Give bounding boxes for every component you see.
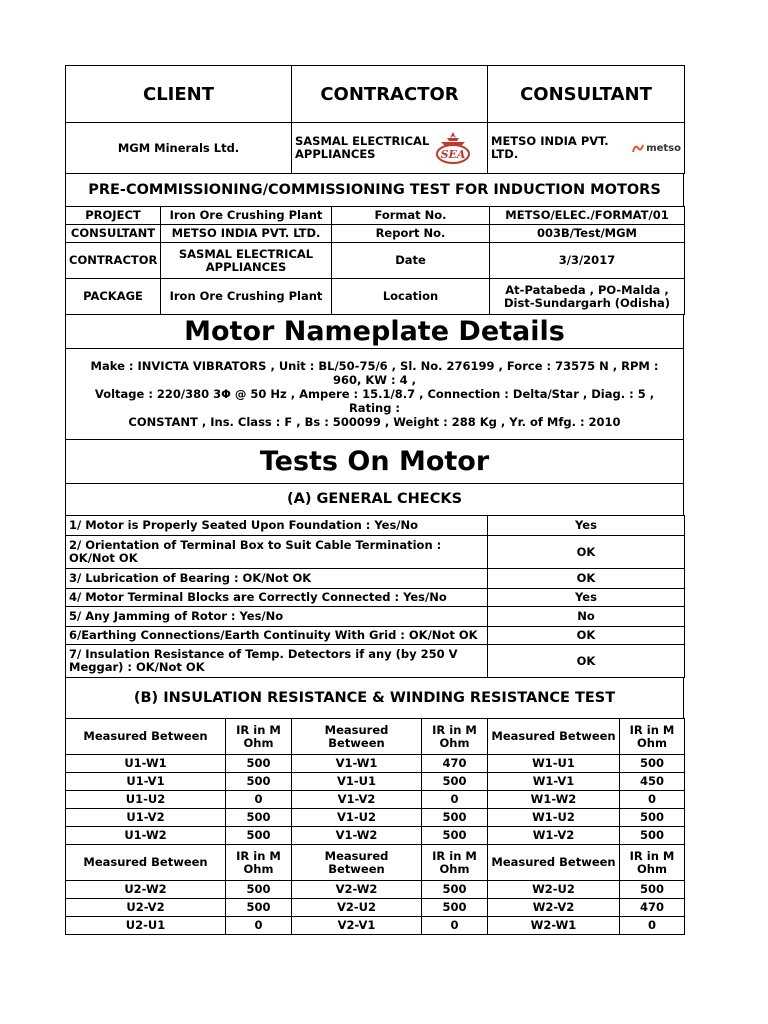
ir-terminal-pair: W1-U2 [488,809,620,827]
ir-terminal-pair: U1-U2 [66,791,226,809]
metso-mark-icon [632,143,644,153]
nameplate-line2: Voltage : 220/380 3Φ @ 50 Hz , Ampere : 15.1/8.7 , Connection : Delta/Star , Diag. : 5 , Rating : [94,387,655,415]
ir-col-ir-value: IR in M Ohm [226,719,292,755]
ir-terminal-pair: W1-U1 [488,755,620,773]
date-label: Date [332,243,490,279]
ir-value: 470 [620,899,685,917]
ir-col-measured-between: Measured Between [66,845,226,881]
check-row [66,536,685,569]
consultant-label: CONSULTANT [488,66,685,123]
nameplate-table [65,314,684,516]
check-row [66,645,685,678]
general-checks-table [65,515,685,678]
ir-header-row [66,845,685,881]
general-checks-heading: (A) GENERAL CHECKS [66,484,684,516]
ir-value: 500 [226,809,292,827]
ir-value: 450 [620,773,685,791]
ir-value: 500 [226,755,292,773]
metso-logo-text: metso [646,142,681,154]
project-label: PROJECT [66,207,161,225]
ir-data-row [66,917,685,935]
contractor-row-label: CONTRACTOR [66,243,161,279]
date-value: 3/3/2017 [490,243,685,279]
check-row [66,569,685,589]
ir-value: 500 [620,881,685,899]
info-table [65,206,685,315]
ir-test-table [65,718,685,935]
contractor-name-line2: APPLIANCES [295,147,376,161]
check-value: Yes [488,589,685,607]
ir-terminal-pair: W2-U2 [488,881,620,899]
report-label: Report No. [332,225,490,243]
check-label: 3/ Lubrication of Bearing : OK/Not OK [66,569,488,589]
check-value: OK [488,536,685,569]
ir-data-row [66,773,685,791]
ir-value: 0 [422,791,488,809]
ir-value: 500 [226,881,292,899]
location-value: At-Patabeda , PO-Malda , Dist-Sundargarh (Odisha) [490,279,685,315]
ir-value: 500 [226,899,292,917]
ir-heading-table [65,677,684,719]
ir-col-measured-between: Measured Between [66,719,226,755]
check-label: 7/ Insulation Resistance of Temp. Detectors if any (by 250 V Meggar) : OK/Not OK [66,645,488,678]
ir-value: 0 [422,917,488,935]
ir-terminal-pair: V1-W1 [292,755,422,773]
parties-table [65,65,685,174]
ir-terminal-pair: U1-V1 [66,773,226,791]
ir-terminal-pair: U1-W2 [66,827,226,845]
ir-data-row [66,791,685,809]
ir-terminal-pair: V1-U2 [292,809,422,827]
check-row [66,589,685,607]
ir-value: 500 [620,755,685,773]
nameplate-details [66,349,684,440]
ir-data-row [66,881,685,899]
ir-value: 0 [226,791,292,809]
ir-value: 0 [226,917,292,935]
test-report-sheet [65,65,684,935]
check-value: OK [488,627,685,645]
check-row [66,516,685,536]
package-value: Iron Ore Crushing Plant [161,279,332,315]
ir-col-ir-value: IR in M Ohm [422,719,488,755]
ir-col-measured-between: Measured Between [292,719,422,755]
report-title: PRE-COMMISSIONING/COMMISSIONING TEST FOR INDUCTION MOTORS [66,174,684,207]
check-value: OK [488,569,685,589]
ir-test-heading: (B) INSULATION RESISTANCE & WINDING RESISTANCE TEST [66,678,684,719]
package-label: PACKAGE [66,279,161,315]
nameplate-line1: Make : INVICTA VIBRATORS , Unit : BL/50-75/6 , Sl. No. 276199 , Force : 73575 N , RPM : 960, KW : 4 , [90,359,659,387]
ir-terminal-pair: W2-V2 [488,899,620,917]
title-table [65,173,684,207]
contractor-cell [292,123,488,174]
ir-value: 500 [226,827,292,845]
ir-data-row [66,755,685,773]
ir-value: 500 [620,809,685,827]
ir-terminal-pair: U2-V2 [66,899,226,917]
check-value: No [488,607,685,627]
ir-terminal-pair: V2-W2 [292,881,422,899]
ir-col-measured-between: Measured Between [488,845,620,881]
ir-terminal-pair: W1-W2 [488,791,620,809]
contractor-name-line1: SASMAL ELECTRICAL [295,134,430,148]
contractor-label: CONTRACTOR [292,66,488,123]
nameplate-heading: Motor Nameplate Details [66,315,684,349]
ir-data-row [66,827,685,845]
ir-value: 500 [422,881,488,899]
check-label: 2/ Orientation of Terminal Box to Suit Cable Termination : OK/Not OK [66,536,488,569]
ir-terminal-pair: W1-V2 [488,827,620,845]
project-value: Iron Ore Crushing Plant [161,207,332,225]
ir-value: 0 [620,917,685,935]
ir-col-ir-value: IR in M Ohm [226,845,292,881]
ir-data-row [66,809,685,827]
sea-logo-text: SEA [440,148,466,161]
ir-col-measured-between: Measured Between [488,719,620,755]
ir-terminal-pair: V2-V1 [292,917,422,935]
check-label: 1/ Motor is Properly Seated Upon Foundation : Yes/No [66,516,488,536]
ir-value: 500 [620,827,685,845]
client-name: MGM Minerals Ltd. [66,123,292,174]
check-value: Yes [488,516,685,536]
ir-data-row [66,899,685,917]
metso-logo [632,142,681,155]
check-value: OK [488,645,685,678]
ir-terminal-pair: W2-W1 [488,917,620,935]
ir-terminal-pair: U2-W2 [66,881,226,899]
consultant-name: METSO INDIA PVT. LTD. [491,134,609,161]
ir-value: 500 [422,809,488,827]
check-row [66,607,685,627]
format-value: METSO/ELEC./FORMAT/01 [490,207,685,225]
nameplate-line3: CONSTANT , Ins. Class : F , Bs : 500099 , Weight : 288 Kg , Yr. of Mfg. : 2010 [128,415,621,429]
ir-terminal-pair: V1-V2 [292,791,422,809]
contractor-row-value: SASMAL ELECTRICAL APPLIANCES [161,243,332,279]
ir-col-measured-between: Measured Between [292,845,422,881]
consultant-row-value: METSO INDIA PVT. LTD. [161,225,332,243]
ir-terminal-pair: V1-W2 [292,827,422,845]
ir-value: 500 [422,827,488,845]
ir-terminal-pair: W1-V1 [488,773,620,791]
ir-terminal-pair: V1-U1 [292,773,422,791]
check-row [66,627,685,645]
check-label: 4/ Motor Terminal Blocks are Correctly Connected : Yes/No [66,589,488,607]
ir-col-ir-value: IR in M Ohm [620,719,685,755]
ir-terminal-pair: V2-U2 [292,899,422,917]
format-label: Format No. [332,207,490,225]
tests-heading: Tests On Motor [66,440,684,484]
ir-value: 500 [226,773,292,791]
consultant-cell [488,123,685,174]
sea-logo [433,130,473,166]
ir-terminal-pair: U1-V2 [66,809,226,827]
ir-value: 500 [422,899,488,917]
report-value: 003B/Test/MGM [490,225,685,243]
ir-header-row [66,719,685,755]
check-label: 5/ Any Jamming of Rotor : Yes/No [66,607,488,627]
consultant-row-label: CONSULTANT [66,225,161,243]
ir-value: 500 [422,773,488,791]
ir-value: 470 [422,755,488,773]
ir-terminal-pair: U2-U1 [66,917,226,935]
ir-col-ir-value: IR in M Ohm [620,845,685,881]
ir-value: 0 [620,791,685,809]
check-label: 6/Earthing Connections/Earth Continuity With Grid : OK/Not OK [66,627,488,645]
location-label: Location [332,279,490,315]
ir-col-ir-value: IR in M Ohm [422,845,488,881]
client-label: CLIENT [66,66,292,123]
ir-terminal-pair: U1-W1 [66,755,226,773]
